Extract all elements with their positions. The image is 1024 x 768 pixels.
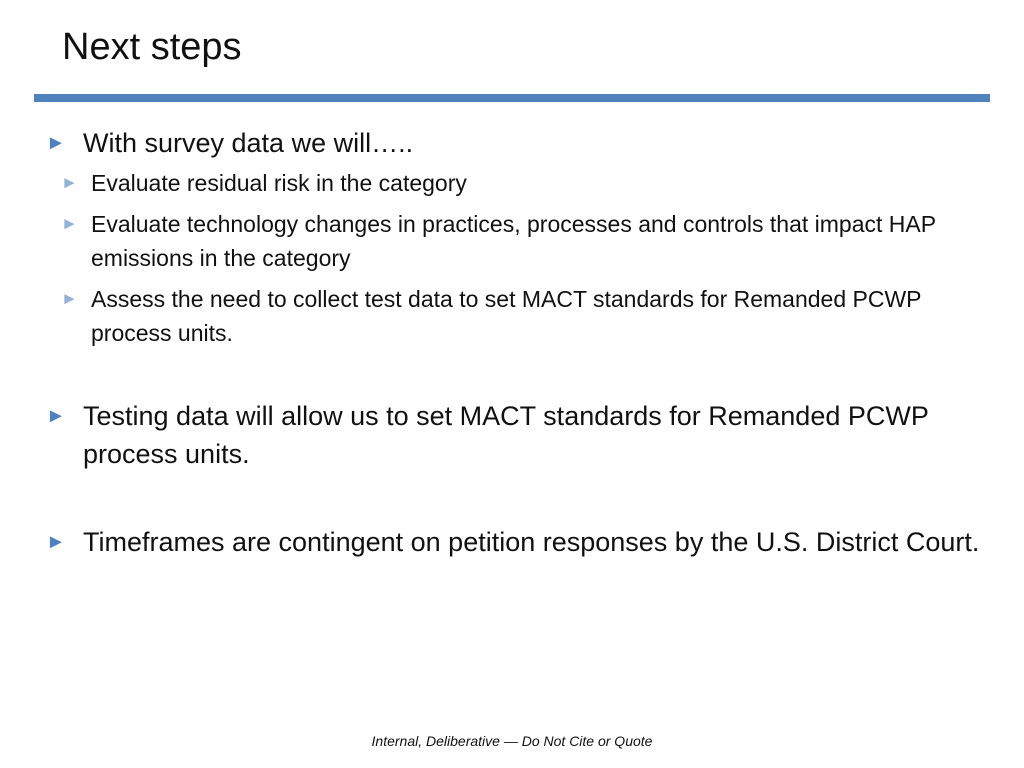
bullet-arrow-icon: ► — [46, 405, 66, 427]
sub-bullet-list — [54, 166, 986, 350]
sub-bullet-arrow-icon: ► — [61, 214, 78, 233]
sub-bullet-item — [54, 166, 986, 200]
sub-bullet-item — [54, 207, 986, 275]
sub-bullet-text: Evaluate technology changes in practices, processes and controls that impact HAP emissions in the category — [91, 211, 936, 271]
sub-bullet-text: Assess the need to collect test data to set MACT standards for Remanded PCWP process units. — [91, 286, 922, 346]
bullet-item — [46, 523, 986, 561]
sub-bullet-arrow-icon: ► — [61, 173, 78, 192]
sub-bullet-item — [54, 282, 986, 350]
bullet-arrow-icon: ► — [46, 132, 66, 154]
bullet-arrow-icon: ► — [46, 531, 66, 553]
bullet-item — [46, 397, 986, 473]
bullet-text: Timeframes are contingent on petition responses by the U.S. District Court. — [83, 527, 980, 557]
bullet-text: Testing data will allow us to set MACT standards for Remanded PCWP process units. — [83, 401, 929, 469]
title-divider — [34, 94, 990, 102]
sub-bullet-arrow-icon: ► — [61, 289, 78, 308]
bullet-list — [46, 124, 986, 561]
bullet-text: With survey data we will….. — [83, 128, 414, 158]
bullet-item — [46, 124, 986, 162]
footer-disclaimer: Internal, Deliberative — Do Not Cite or Quote — [371, 733, 653, 749]
slide-title: Next steps — [62, 26, 242, 68]
sub-bullet-text: Evaluate residual risk in the category — [91, 170, 467, 196]
